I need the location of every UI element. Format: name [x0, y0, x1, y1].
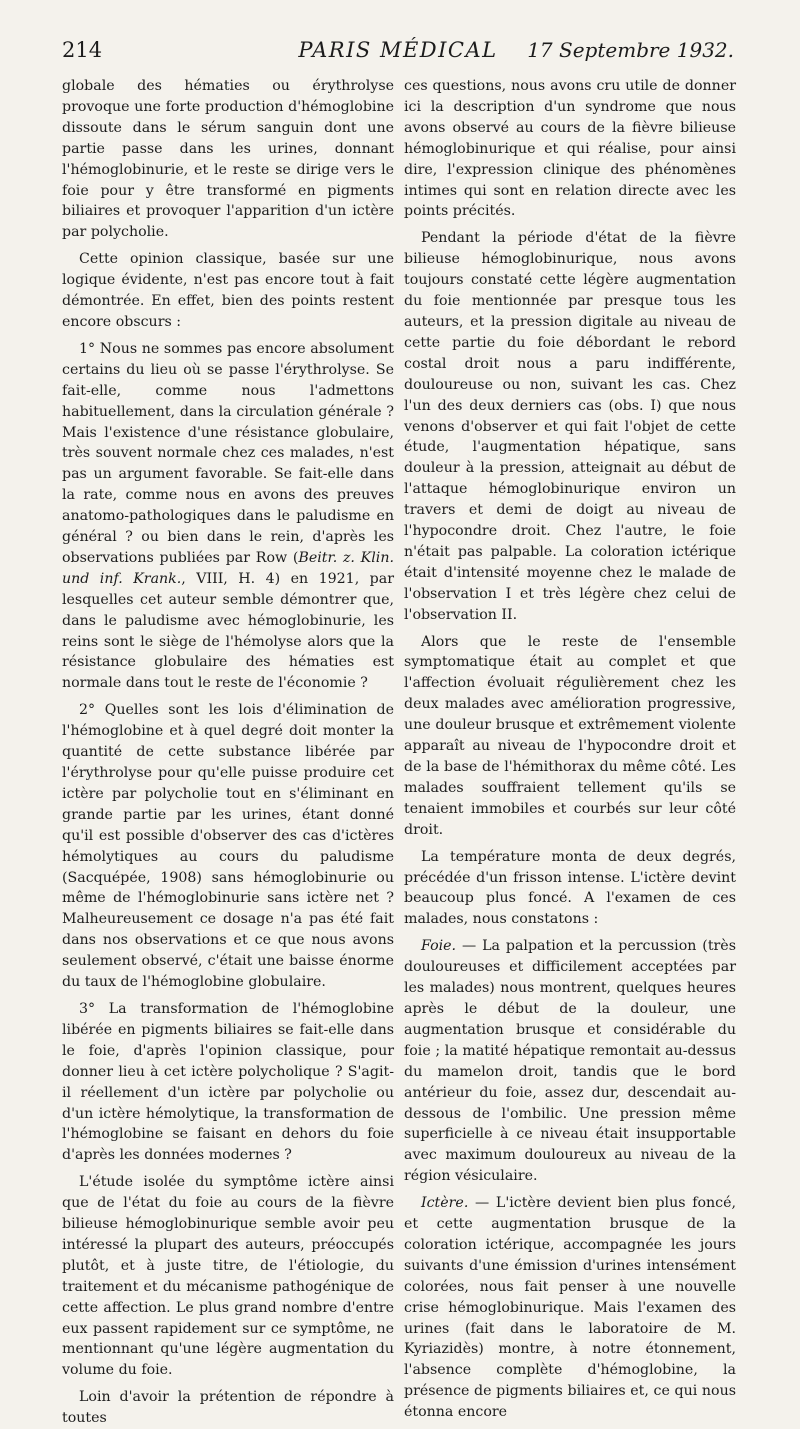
running-header — [62, 38, 734, 72]
section-label-ictere: Ictère. — [421, 1195, 469, 1212]
paragraph: L'étude isolée du symptôme ictère ainsi que de l'état du foie au cours de la fièvre bilieuse hémoglobinurique semble avoir peu intéressé la plupart des auteurs, préoccupés plutôt, et à juste titre, de l'étiologie, du traitement et du mécanisme pathogénique de cette affection. Le plus grand nombre d'entre eux passent rapidement sur ce symptôme, ne mentionnant qu'une légère augmentation du volume du foie. — [62, 1174, 394, 1379]
paragraph — [404, 936, 736, 1187]
paragraph-text: , VIII, H. 4) en 1921, par lesquelles cet auteur semble démontrer que, dans le paludisme avec hémoglobinurie, les reins sont le siège de l'hémolyse alors que la résistance globulaire des hématies est normale dans tout le reste de l'économie ? — [62, 570, 394, 692]
paragraph-text: — La palpation et la percussion (très douloureuses et difficilement acceptées par les malades) nous montrent, quelques heures après le début de la douleur, une augmentation brusque et considérable du foie ; la matité hépatique remontait au-dessus du mamelon droit, tandis que le bord antérieur du foie, assez dur, descendait au-dessous de l'ombilic. Une pression même superficielle à ce niveau était insupportable avec maximum douloureux au niveau de la région vésiculaire. — [404, 938, 736, 1185]
paragraph: Cette opinion classique, basée sur une logique évidente, n'est pas encore tout à fait démontrée. En effet, bien des points restent encore obscurs : — [62, 251, 394, 330]
journal-reference: Beitr. z. Klin. und inf. Krank. — [62, 549, 394, 587]
paragraph: Pendant la période d'état de la fièvre bilieuse hémoglobinurique, nous avons toujours constaté cette légère augmentation du foie mentionnée par presque tous les auteurs, et la pression digitale au niveau de cette partie du foie débordant le rebord costal droit nous a paru indifférente, douloureuse ou non, suivant les cas. Chez l'un des deux derniers cas (obs. I) que nous venons d'observer et qui fait l'objet de cette étude, l'augmentation hépatique, sans douleur à la pression, atteignait au début de l'attaque hémoglobinurique environ un travers et demi de doigt au niveau de l'hypocondre droit. Chez l'autre, le foie n'était pas palpable. La coloration ictérique était d'intensité moyenne chez le malade de l'observation I et très légère chez celui de l'observation II. — [404, 230, 736, 623]
paragraph-text: — L'ictère devient bien plus foncé, et cette augmentation brusque de la coloration ictérique, accompagnée les jours suivants d'une émission d'urines intensément colorées, nous fait penser à une nouvelle crise hémoglobinurique. Mais l'examen des urines (fait dans le laboratoire de M. Kyriazidès) montre, à notre étonnement, l'absence complète d'hémoglobine, la présence de pigments biliaires et, ce qui nous étonna encore — [404, 1195, 736, 1421]
journal-title: PARIS MÉDICAL — [298, 38, 498, 62]
section-label-foie: Foie. — [421, 938, 457, 955]
paragraph — [404, 1193, 736, 1423]
paragraph: 3° La transformation de l'hémoglobine libérée en pigments biliaires se fait-elle dans le foie, d'après l'opinion classique, pour donner lieu à cet ictère polycholique ? S'agit-il réellement d'un ictère par polycholie ou d'un ictère hémolytique, la transformation de l'hémoglobine se faisant en dehors du foie d'après les données modernes ? — [62, 1000, 394, 1164]
paragraph-text: 1° Nous ne sommes pas encore absolument certains du lieu où se passe l'érythrolyse. Se fait-elle, comme nous l'admettons habituellement, dans la circulation générale ? Mais l'existence d'une résistance globulaire, très souvent normale chez ces malades, n'est pas un argument favorable. Se fait-elle dans la rate, comme nous en avons des preuves anatomo-pathologiques dans le paludisme en général ? ou bien dans le rein, d'après les observations publiées par Row ( — [62, 340, 394, 566]
paragraph — [62, 339, 394, 694]
right-column — [404, 76, 736, 1423]
issue-date: 17 Septembre 1932. — [527, 38, 734, 62]
page-number: 214 — [62, 38, 103, 62]
paragraph: 2° Quelles sont les lois d'élimination de l'hémoglobine et à quel degré doit monter la quantité de cette substance libérée par l'érythrolyse pour qu'elle puisse produire cet ictère par polycholie tout en s'éliminant en grande partie par les urines, étant donné qu'il est possible d'observer des cas d'ictères hémolytiques au cours du paludisme (Sacquépée, 1908) sans hémoglobinurie ou même de l'hémoglobinurie sans ictère net ? Malheureusement ce dosage n'a pas été fait dans nos observations et ce que nous avons seulement observé, c'était une baisse énorme du taux de l'hémoglobine globulaire. — [62, 702, 394, 991]
paragraph: Alors que le reste de l'ensemble symptomatique était au complet et que l'affection évoluait régulièrement chez les deux malades avec amélioration progressive, une douleur brusque et extrêmement violente apparaît au niveau de l'hypocondre droit et de la base de l'hémithorax du même côté. Les malades souffraient tellement qu'ils se tenaient immobiles et courbés sur leur côté droit. — [404, 633, 736, 838]
paragraph: globale des hématies ou érythrolyse provoque une forte production d'hémoglobine dissoute dans le sérum sanguin dont une partie passe dans les urines, donnant l'hémoglobinurie, et le reste se dirige vers le foie pour y être transformé en pigments biliaires et provoquer l'apparition d'un ictère par polycholie. — [62, 78, 394, 241]
paragraph: ces questions, nous avons cru utile de donner ici la description d'un syndrome que nous avons observé au cours de la fièvre bilieuse hémoglobinurique et qui réalise, pour ainsi dire, l'expression clinique des phénomènes intimes qui sont en relation directe avec les points précités. — [404, 78, 736, 220]
paragraph: Loin d'avoir la prétention de répondre à toutes — [62, 1389, 394, 1427]
paragraph: La température monta de deux degrés, précédée d'un frisson intense. L'ictère devint beaucoup plus foncé. A l'examen de ces malades, nous constatons : — [404, 848, 736, 928]
left-column — [62, 76, 394, 1429]
